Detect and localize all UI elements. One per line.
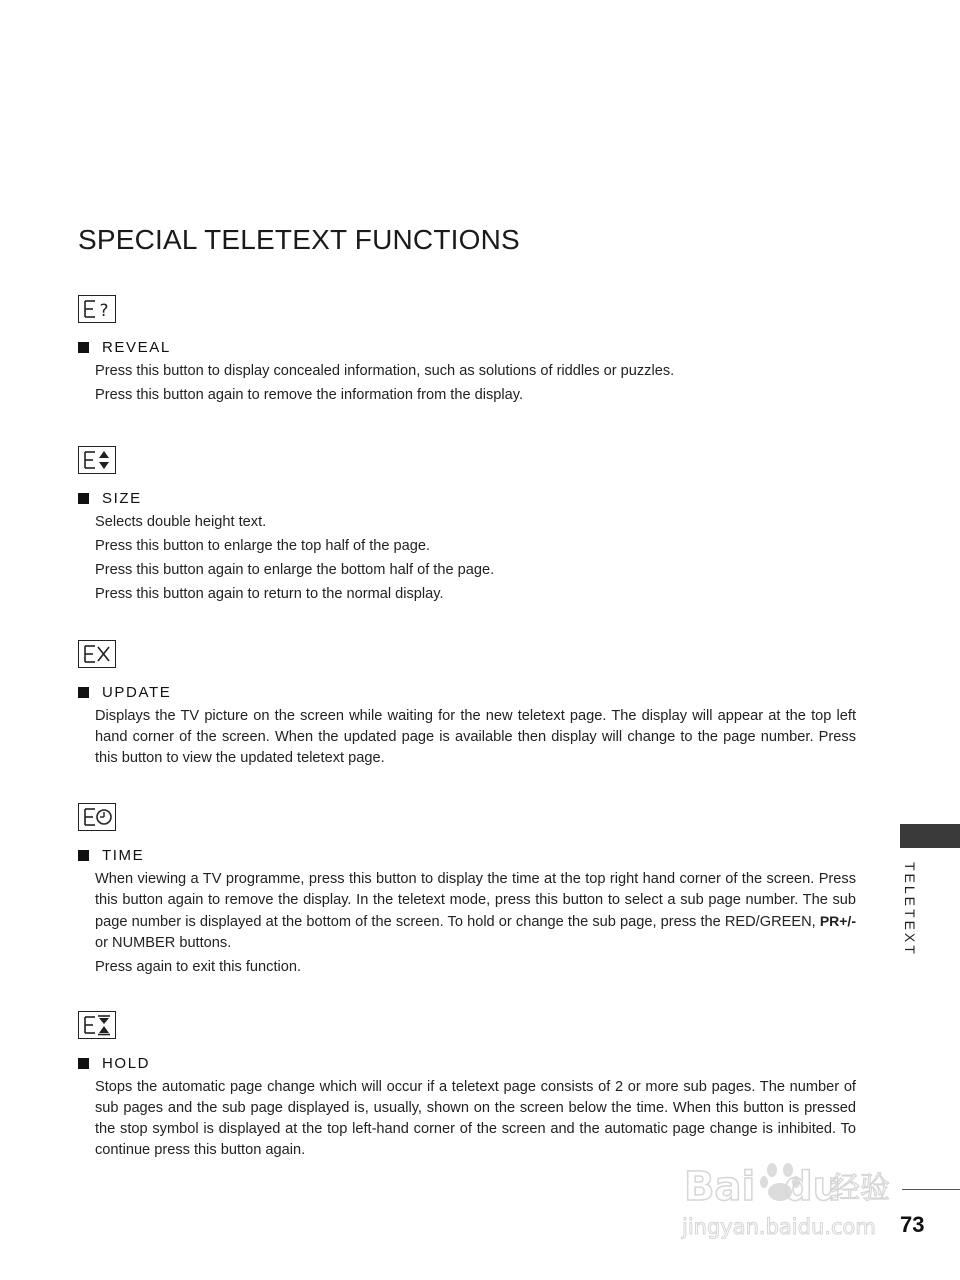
section-update: [78, 640, 858, 772]
chapter-tab: [900, 824, 960, 848]
heading-label: UPDATE: [102, 684, 172, 701]
bullet-square: [78, 1058, 89, 1069]
time-icon: [78, 803, 116, 831]
body-line: Press this button to display concealed information, such as solutions of riddles or puzzles.: [95, 363, 675, 379]
body-line: Press this button again to enlarge the bottom half of the page.: [95, 562, 495, 578]
heading-label: TIME: [102, 847, 145, 864]
update-icon: [78, 640, 116, 668]
section-heading: [78, 1055, 858, 1072]
bullet-square: [78, 493, 89, 504]
body-line: Press this button to enlarge the top half of the page.: [95, 538, 431, 554]
svg-text:jingyan.baidu.com: jingyan.baidu.com: [682, 1215, 876, 1239]
heading-label: HOLD: [102, 1055, 151, 1072]
section-time: [78, 803, 858, 981]
body-line: Press again to exit this function.: [95, 959, 302, 975]
reveal-icon: [78, 295, 116, 323]
heading-label: REVEAL: [102, 339, 171, 356]
baidu-watermark-logo: [680, 1148, 902, 1248]
body-paragraph: [95, 869, 856, 954]
bullet-square: [78, 687, 89, 698]
bullet-square: [78, 850, 89, 861]
body-line: Selects double height text.: [95, 514, 267, 530]
svg-text:?: ?: [99, 301, 109, 321]
body-text-part: or NUMBER buttons.: [95, 935, 232, 951]
hold-icon: [78, 1011, 116, 1039]
section-heading: [78, 490, 858, 507]
bullet-square: [78, 342, 89, 353]
body-paragraph: Displays the TV picture on the screen while waiting for the new teletext page. The display will appear at the top left hand corner of the screen. When the updated page is available then display will change to the page number. Press this button to view the updated teletext page.: [95, 708, 856, 766]
section-size: [78, 446, 858, 608]
body-line: Press this button again to remove the information from the display.: [95, 387, 524, 403]
svg-text:Bai: Bai: [684, 1164, 756, 1210]
section-hold: [78, 1011, 858, 1164]
section-heading: [78, 847, 858, 864]
svg-text:du: du: [784, 1164, 842, 1210]
size-icon: [78, 446, 116, 474]
chapter-label: TELETEXT: [902, 862, 918, 957]
body-text-part: When viewing a TV programme, press this button to display the time at the top right hand corner of the screen. Press this button again to remove the display. In the teletext mode, press this button to select a sub page number. The sub page number is displayed at the bottom of the screen. To hold or change the sub page, press the RED/GREEN,: [95, 871, 856, 930]
page-number: 73: [900, 1212, 925, 1237]
section-reveal: [78, 295, 858, 409]
body-paragraph: Stops the automatic page change which will occur if a teletext page consists of 2 or more sub pages. The number of sub pages and the sub page displayed is, usually, shown on the screen below the time. When this button is pressed the stop symbol is displayed at the top left-hand corner of the screen and the automatic page change is inhibited. To continue press this button again.: [95, 1079, 856, 1158]
pr-key-label: PR+/-: [819, 913, 856, 929]
footer-divider: [902, 1189, 960, 1190]
page-title: SPECIAL TELETEXT FUNCTIONS: [78, 224, 520, 255]
section-heading: [78, 684, 858, 701]
heading-label: SIZE: [102, 490, 142, 507]
svg-text:经验: 经验: [830, 1171, 890, 1206]
body-line: Press this button again to return to the normal display.: [95, 586, 444, 602]
section-heading: [78, 339, 858, 356]
